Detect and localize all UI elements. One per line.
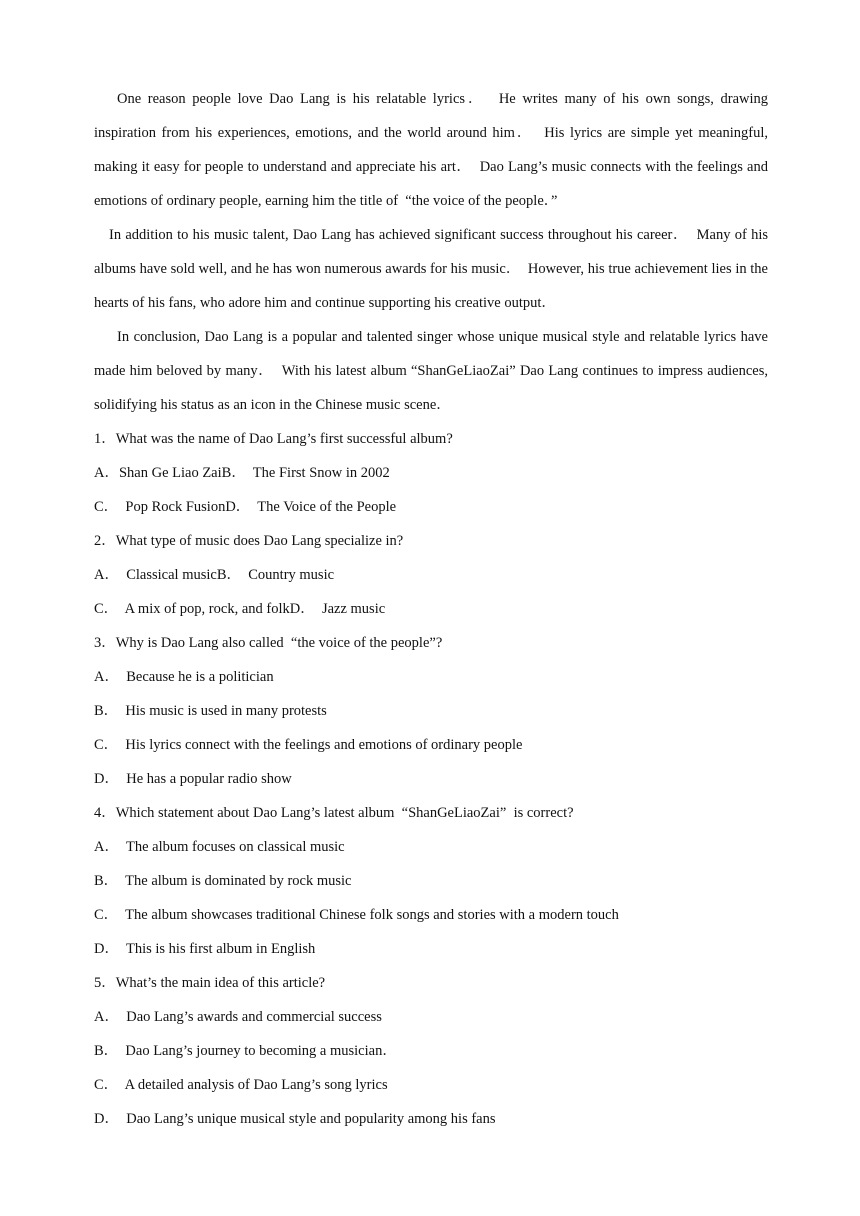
question-2 bbox=[94, 524, 768, 626]
document-page bbox=[94, 82, 772, 1136]
option-line: C． A mix of pop, rock, and folkD． Jazz music bbox=[94, 601, 386, 617]
option-line: C． A detailed analysis of Dao Lang’s song lyrics bbox=[94, 1077, 388, 1093]
question-3 bbox=[94, 626, 768, 796]
option-line: D． He has a popular radio show bbox=[94, 771, 292, 787]
article bbox=[94, 82, 772, 422]
article-paragraph: One reason people love Dao Lang is his relatable lyrics． He writes many of his own songs, drawing inspiration from his experiences, emotions, and the world around him． His lyrics are simple yet meaningful, making it easy for people to understand and appreciate his art． Dao Lang’s music connects with the feelings and emotions of ordinary people, earning him the title of “the voice of the people．” bbox=[94, 91, 772, 209]
question-stem: 4．Which statement about Dao Lang’s latest album “ShanGeLiaoZai” is correct? bbox=[94, 805, 574, 821]
article-paragraph: In conclusion, Dao Lang is a popular and talented singer whose unique musical style and relatable lyrics have made him beloved by many． With his latest album “ShanGeLiaoZai” Dao Lang continues to impress audiences, solidifying his status as an icon in the Chinese music scene． bbox=[94, 329, 772, 413]
option-line: C． The album showcases traditional Chinese folk songs and stories with a modern touch bbox=[94, 907, 619, 923]
option-line: C． His lyrics connect with the feelings and emotions of ordinary people bbox=[94, 737, 523, 753]
questions bbox=[94, 422, 768, 1136]
option-line: B． His music is used in many protests bbox=[94, 703, 327, 719]
option-line: A． Because he is a politician bbox=[94, 669, 274, 685]
question-1 bbox=[94, 422, 768, 524]
option-line: A．Shan Ge Liao ZaiB． The First Snow in 2002 bbox=[94, 465, 390, 481]
option-line: B． The album is dominated by rock music bbox=[94, 873, 352, 889]
option-line: D． This is his first album in English bbox=[94, 941, 316, 957]
option-line: A． The album focuses on classical music bbox=[94, 839, 345, 855]
option-line: C． Pop Rock FusionD． The Voice of the People bbox=[94, 499, 397, 515]
question-stem: 3．Why is Dao Lang also called “the voice of the people”? bbox=[94, 635, 443, 651]
question-5 bbox=[94, 966, 768, 1136]
question-stem: 1．What was the name of Dao Lang’s first successful album? bbox=[94, 431, 453, 447]
question-4 bbox=[94, 796, 768, 966]
option-line: A． Dao Lang’s awards and commercial success bbox=[94, 1009, 382, 1025]
option-line: B． Dao Lang’s journey to becoming a musician． bbox=[94, 1043, 397, 1059]
option-line: A． Classical musicB． Country music bbox=[94, 567, 335, 583]
question-stem: 2．What type of music does Dao Lang specialize in? bbox=[94, 533, 404, 549]
option-line: D． Dao Lang’s unique musical style and popularity among his fans bbox=[94, 1111, 496, 1127]
article-paragraph: In addition to his music talent, Dao Lang has achieved significant success throughout his career． Many of his albums have sold well, and he has won numerous awards for his music． However, his true achievement lies in the hearts of his fans, who adore him and continue supporting his creative output． bbox=[94, 227, 772, 311]
question-stem: 5．What’s the main idea of this article? bbox=[94, 975, 326, 991]
